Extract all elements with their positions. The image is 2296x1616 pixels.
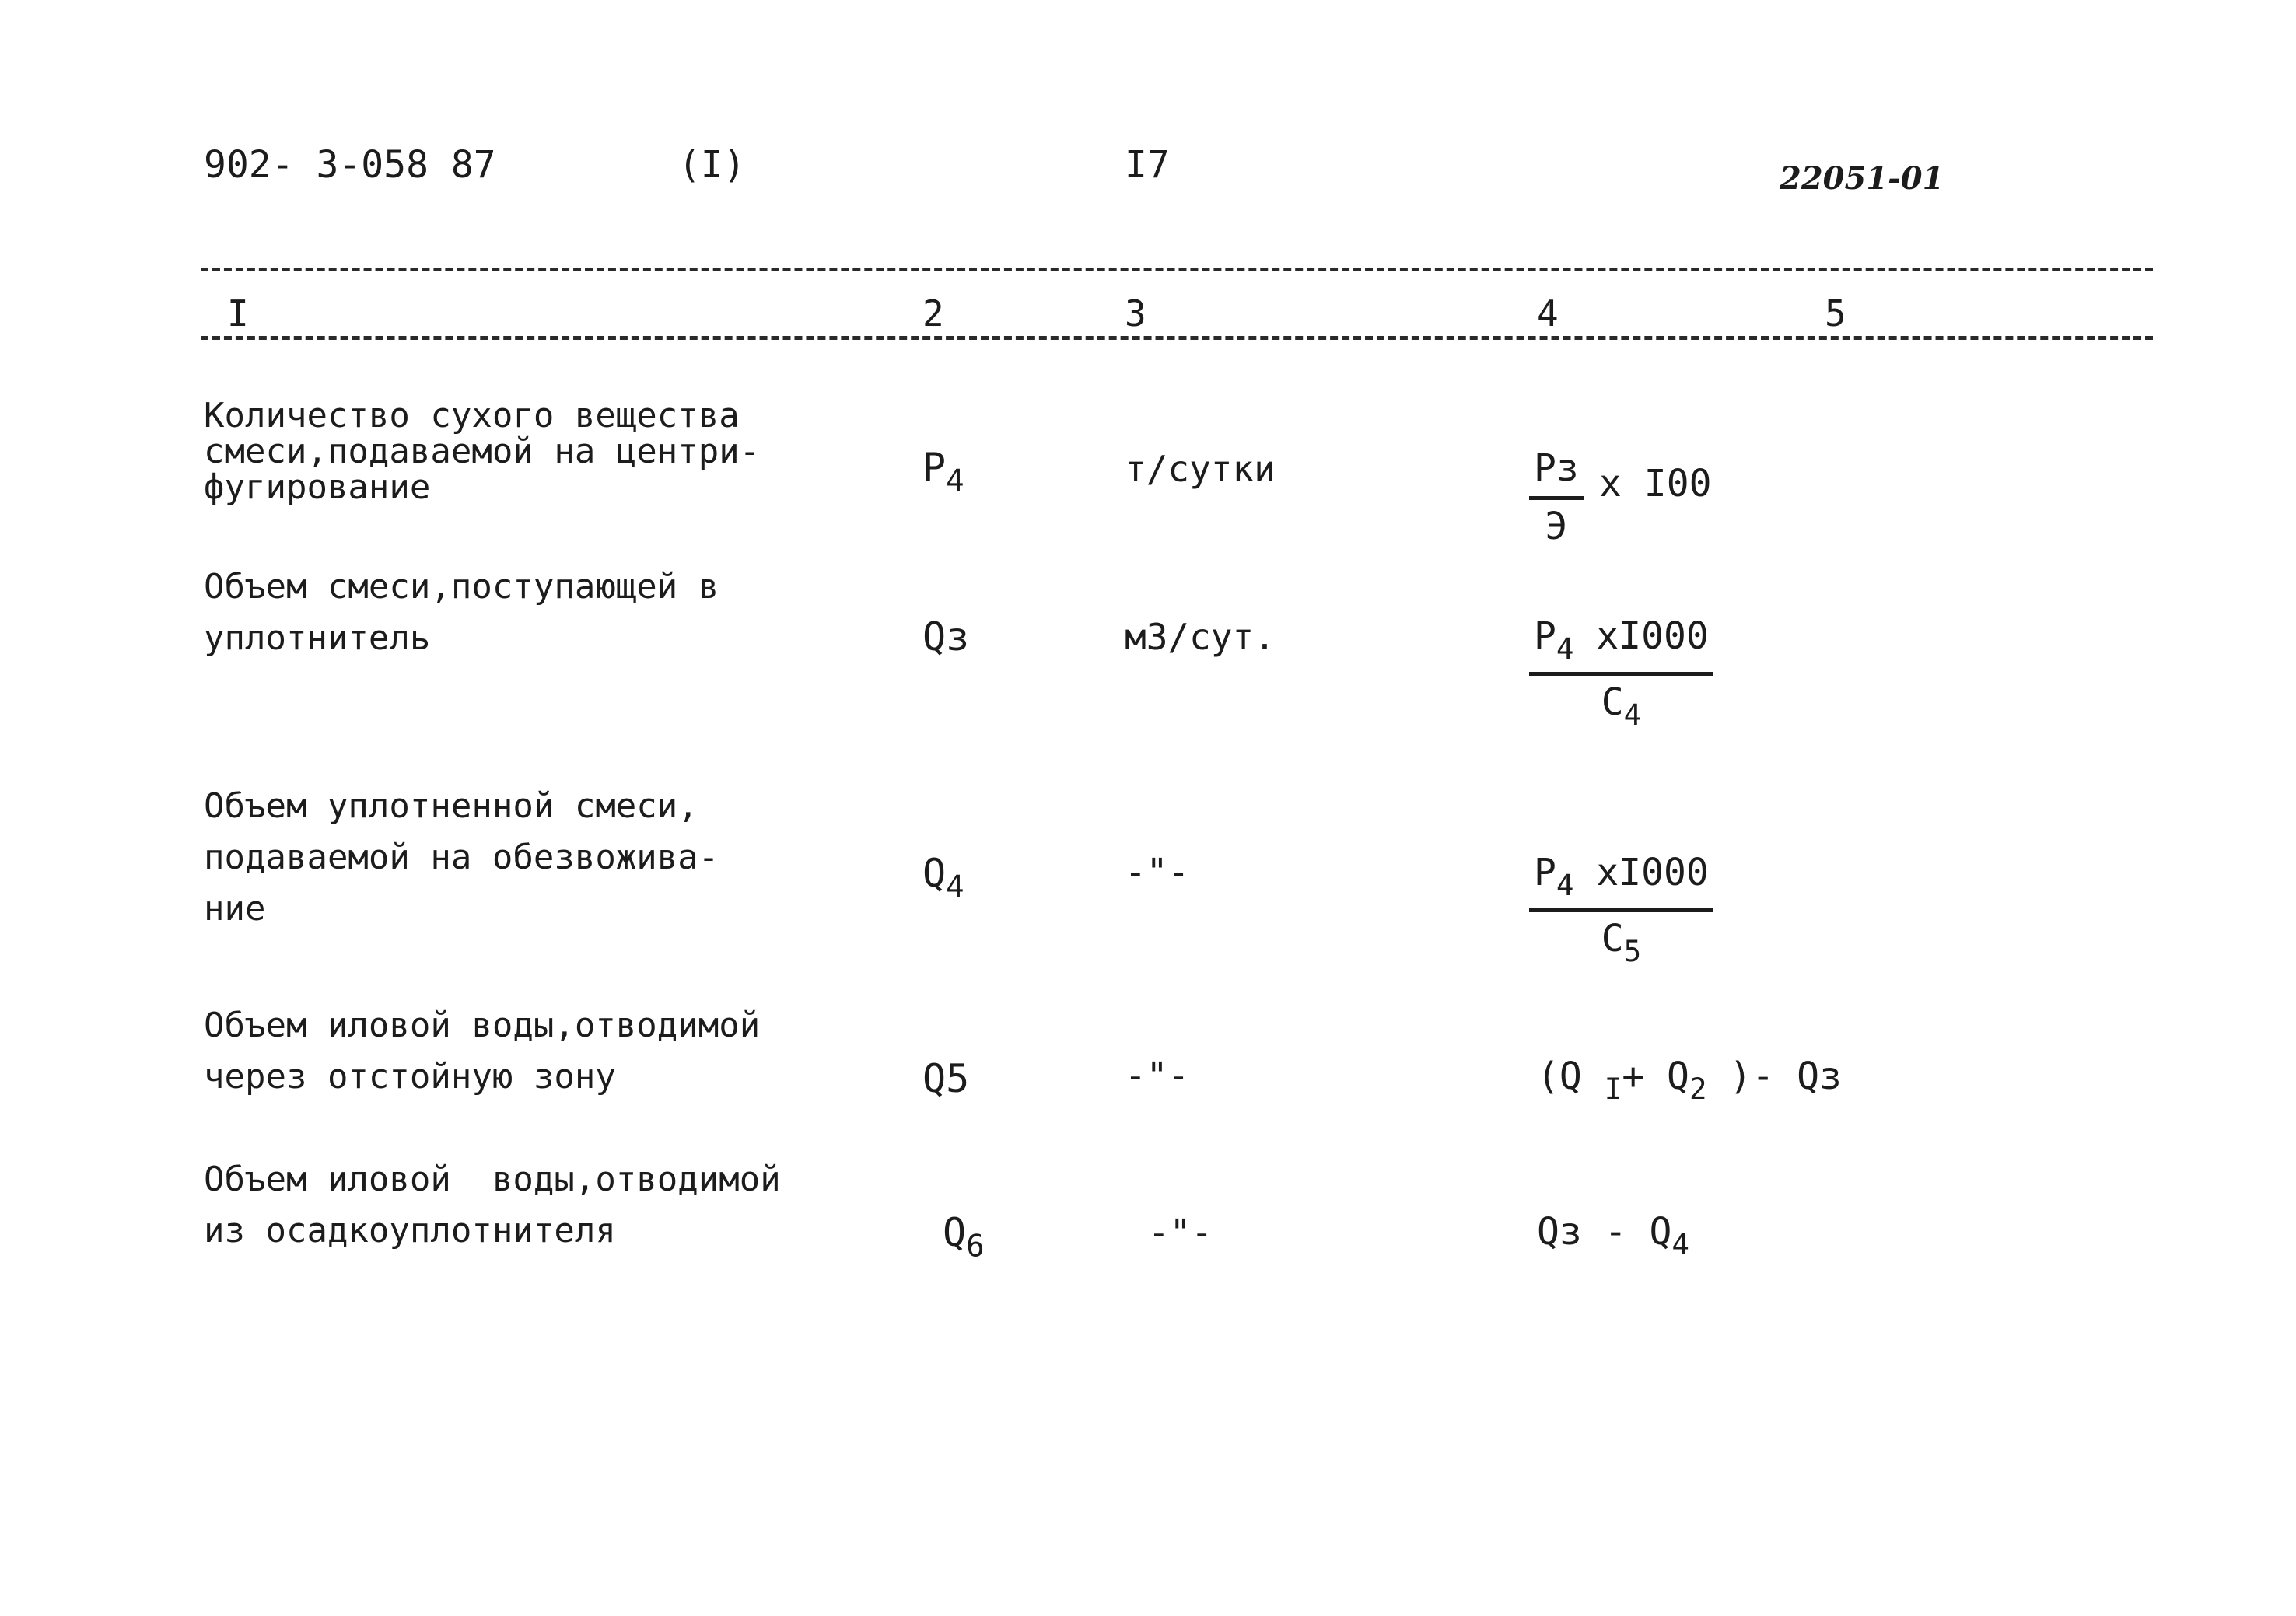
document-code: 902- 3-058 87 — [204, 143, 496, 187]
table-top-rule — [201, 268, 2153, 271]
table-header-rule — [201, 336, 2153, 340]
row-label: Объем смеси,поступающей в уплотнитель — [204, 567, 719, 658]
column-number-4: 4 — [1537, 292, 1559, 334]
row-symbol: Q5 — [922, 1056, 970, 1101]
row-label: Объем иловой воды,отводимой через отстойную зону — [204, 1006, 761, 1097]
column-number-2: 2 — [922, 292, 944, 334]
column-number-5: 5 — [1825, 292, 1846, 334]
row-formula: $P_4$ xI000 $C_4$ — [1529, 614, 1713, 732]
row-unit: м3/сут. — [1125, 616, 1276, 658]
part-number: (I) — [678, 143, 746, 187]
row-label: Объем иловой воды,отводимой из осадкоуплотнителя — [204, 1160, 781, 1250]
row-symbol: Qз — [922, 614, 970, 659]
row-formula: (Q $_I+ Q_2$ )- Qз — [1537, 1055, 1842, 1107]
row-unit: -"- — [1148, 1212, 1213, 1254]
row-label: Объем уплотненной смеси, подаваемой на обезвожива- ние — [204, 786, 719, 929]
row-formula: $P_4$ xI000 $C_5$ — [1529, 851, 1713, 968]
row-formula: Qз - $Q_4$ — [1537, 1210, 1689, 1262]
row-unit: -"- — [1125, 851, 1190, 893]
row-symbol: $Q_6$ — [943, 1210, 985, 1264]
column-number-1: I — [227, 292, 249, 334]
row-unit: -"- — [1125, 1055, 1190, 1097]
row-formula-multiplier: x I00 — [1599, 462, 1712, 505]
row-label: Количество сухого вещества смеси,подаваемой на центри- фугирование — [204, 396, 761, 507]
inventory-stamp: 22051-01 — [1780, 160, 1944, 197]
row-symbol: $P_4$ — [922, 445, 964, 499]
column-number-3: 3 — [1125, 292, 1146, 334]
row-symbol: $Q_4$ — [922, 851, 964, 905]
page-number: I7 — [1125, 143, 1170, 187]
row-formula: Рз Э — [1529, 446, 1584, 548]
row-unit: т/сутки — [1125, 448, 1276, 490]
